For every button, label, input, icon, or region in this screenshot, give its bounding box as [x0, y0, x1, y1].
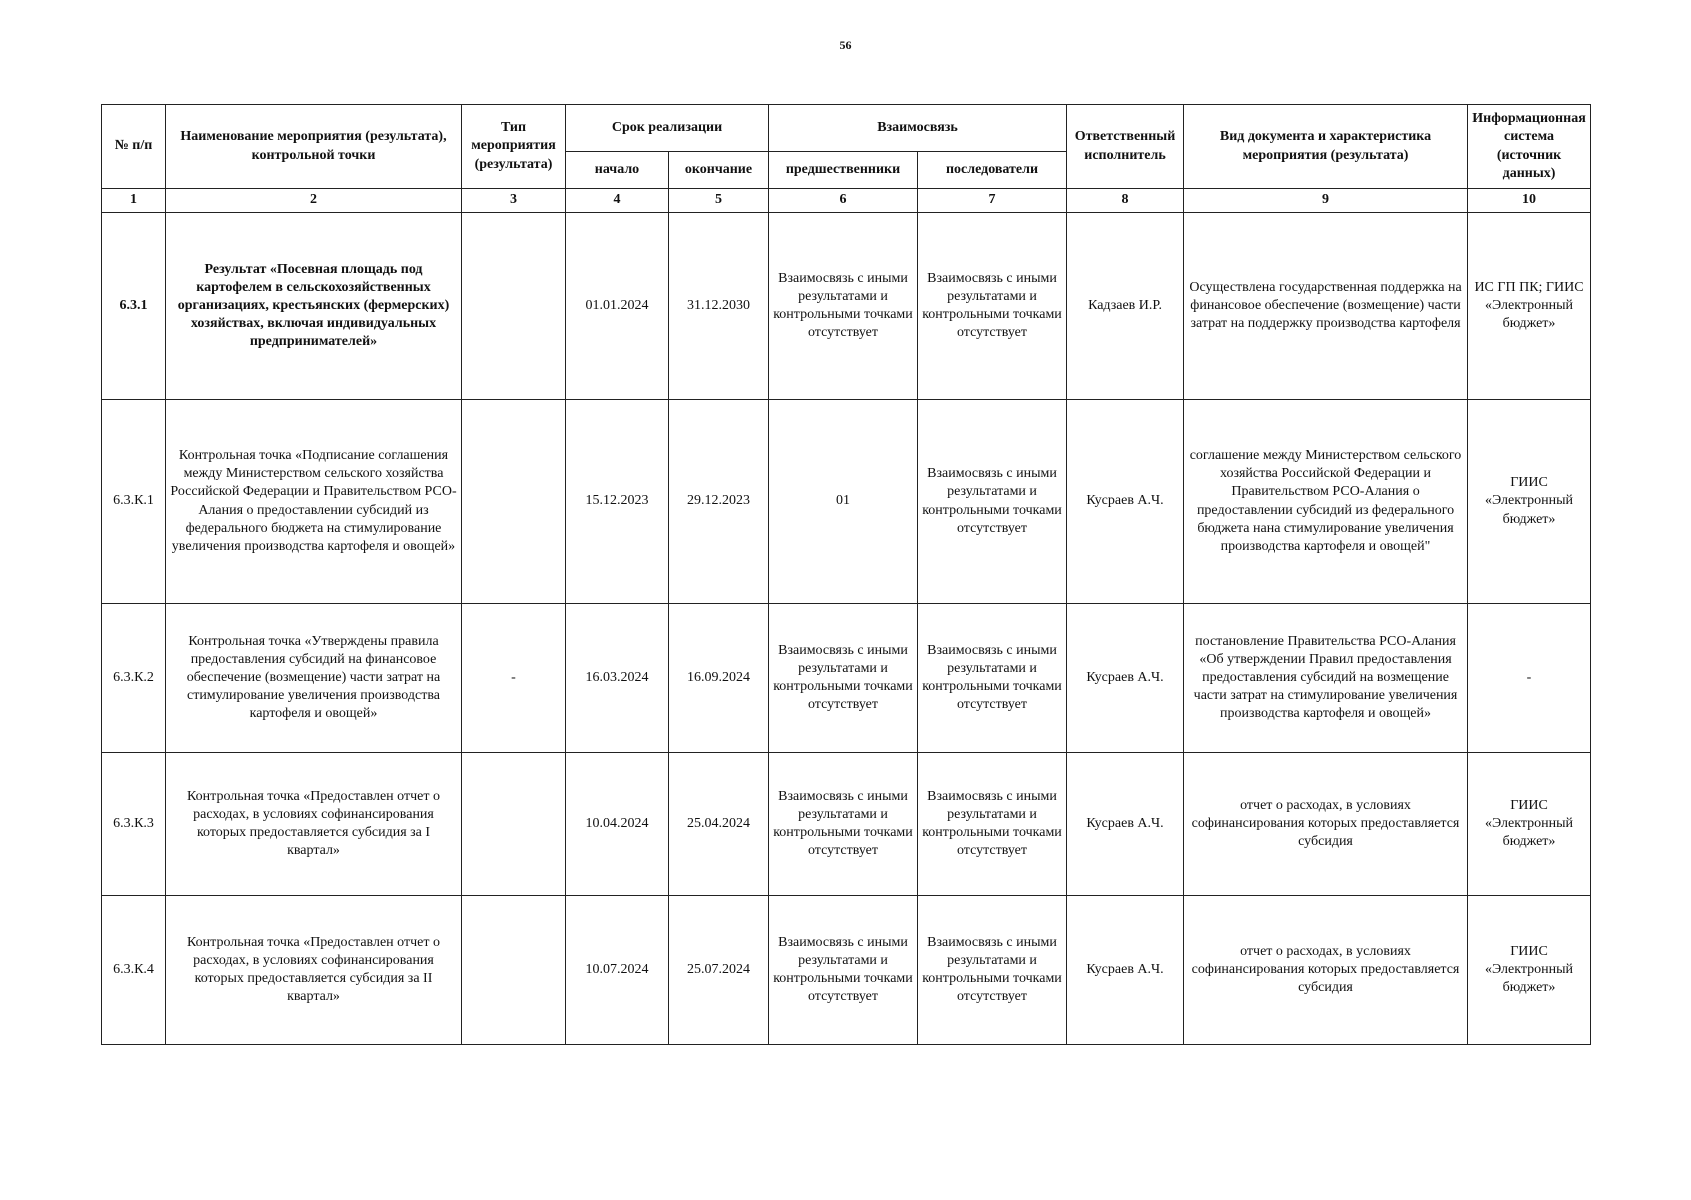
row-next: Взаимосвязь с иными результатами и контрольными точками отсутствует	[918, 753, 1067, 896]
row-doc: постановление Правительства РСО-Алания «Об утверждении Правил предоставления предоставления субсидий на возмещение части затрат на стимулирование увеличения производства картофеля и овощей»	[1184, 604, 1468, 753]
row-system: ГИИС «Электронный бюджет»	[1468, 896, 1591, 1045]
row-system: ГИИС «Электронный бюджет»	[1468, 400, 1591, 604]
header-rel-next: последователи	[918, 152, 1067, 189]
row-name: Контрольная точка «Предоставлен отчет о расходах, в условиях софинансирования которых предоставляется субсидия за I квартал»	[166, 753, 462, 896]
row-name: Контрольная точка «Подписание соглашения между Министерством сельского хозяйства Российской Федерации и Правительством РСО-Алания о предоставлении субсидий из федерального бюджета на стимулирование увеличения производства картофеля и овощей»	[166, 400, 462, 604]
header-rel-prev: предшественники	[769, 152, 918, 189]
header-num: № п/п	[102, 105, 166, 189]
row-system: ИС ГП ПК; ГИИС «Электронный бюджет»	[1468, 213, 1591, 400]
row-responsible: Кусраев А.Ч.	[1067, 400, 1184, 604]
row-prev: Взаимосвязь с иными результатами и контрольными точками отсутствует	[769, 753, 918, 896]
row-next: Взаимосвязь с иными результатами и контрольными точками отсутствует	[918, 896, 1067, 1045]
column-number: 10	[1468, 189, 1591, 213]
row-doc: Осуществлена государственная поддержка на финансовое обеспечение (возмещение) части затрат на поддержку производства картофеля	[1184, 213, 1468, 400]
row-type	[462, 753, 566, 896]
column-number: 6	[769, 189, 918, 213]
row-responsible: Кусраев А.Ч.	[1067, 896, 1184, 1045]
column-number: 3	[462, 189, 566, 213]
header-relation: Взаимосвязь	[769, 105, 1067, 152]
row-end: 25.07.2024	[669, 896, 769, 1045]
header-term-end: окончание	[669, 152, 769, 189]
row-end: 16.09.2024	[669, 604, 769, 753]
header-responsible: Ответственный исполнитель	[1067, 105, 1184, 189]
header-term-start: начало	[566, 152, 669, 189]
row-system: ГИИС «Электронный бюджет»	[1468, 753, 1591, 896]
row-name: Контрольная точка «Предоставлен отчет о расходах, в условиях софинансирования которых предоставляется субсидия за II квартал»	[166, 896, 462, 1045]
row-responsible: Кусраев А.Ч.	[1067, 604, 1184, 753]
row-num: 6.3.К.2	[102, 604, 166, 753]
row-doc: отчет о расходах, в условиях софинансирования которых предоставляется субсидия	[1184, 896, 1468, 1045]
table-row	[102, 753, 1591, 896]
column-number: 7	[918, 189, 1067, 213]
row-start: 01.01.2024	[566, 213, 669, 400]
column-number: 1	[102, 189, 166, 213]
row-prev: Взаимосвязь с иными результатами и контрольными точками отсутствует	[769, 213, 918, 400]
row-start: 10.07.2024	[566, 896, 669, 1045]
row-num: 6.3.К.4	[102, 896, 166, 1045]
row-num: 6.3.К.1	[102, 400, 166, 604]
row-end: 29.12.2023	[669, 400, 769, 604]
row-prev: 01	[769, 400, 918, 604]
row-next: Взаимосвязь с иными результатами и контрольными точками отсутствует	[918, 213, 1067, 400]
column-number: 8	[1067, 189, 1184, 213]
activities-table	[101, 104, 1591, 1045]
header-system: Информационная система (источник данных)	[1468, 105, 1591, 189]
row-name: Результат «Посевная площадь под картофелем в сельскохозяйственных организациях, крестьянских (фермерских) хозяйствах, включая индивидуальных предпринимателей»	[166, 213, 462, 400]
table-row	[102, 604, 1591, 753]
row-system: -	[1468, 604, 1591, 753]
row-doc: отчет о расходах, в условиях софинансирования которых предоставляется субсидия	[1184, 753, 1468, 896]
row-next: Взаимосвязь с иными результатами и контрольными точками отсутствует	[918, 400, 1067, 604]
row-type	[462, 400, 566, 604]
column-number: 9	[1184, 189, 1468, 213]
row-start: 16.03.2024	[566, 604, 669, 753]
header-term: Срок реализации	[566, 105, 769, 152]
row-type	[462, 213, 566, 400]
table-row	[102, 400, 1591, 604]
row-name: Контрольная точка «Утверждены правила предоставления субсидий на финансовое обеспечение (возмещение) части затрат на стимулирование увеличения производства картофеля и овощей»	[166, 604, 462, 753]
row-prev: Взаимосвязь с иными результатами и контрольными точками отсутствует	[769, 896, 918, 1045]
column-number: 5	[669, 189, 769, 213]
row-prev: Взаимосвязь с иными результатами и контрольными точками отсутствует	[769, 604, 918, 753]
header-type: Тип мероприятия (результата)	[462, 105, 566, 189]
row-end: 25.04.2024	[669, 753, 769, 896]
row-start: 10.04.2024	[566, 753, 669, 896]
row-type	[462, 896, 566, 1045]
row-next: Взаимосвязь с иными результатами и контрольными точками отсутствует	[918, 604, 1067, 753]
row-responsible: Кусраев А.Ч.	[1067, 753, 1184, 896]
row-doc: соглашение между Министерством сельского хозяйства Российской Федерации и Правительством РСО-Алания о предоставлении субсидий из федерального бюджета нана стимулирование увеличения производства картофеля и овощей"	[1184, 400, 1468, 604]
page-number: 56	[839, 38, 852, 52]
table-row	[102, 896, 1591, 1045]
table-row	[102, 213, 1591, 400]
row-type: -	[462, 604, 566, 753]
row-num: 6.3.1	[102, 213, 166, 400]
row-num: 6.3.К.3	[102, 753, 166, 896]
row-start: 15.12.2023	[566, 400, 669, 604]
row-end: 31.12.2030	[669, 213, 769, 400]
column-number: 2	[166, 189, 462, 213]
column-number: 4	[566, 189, 669, 213]
row-responsible: Кадзаев И.Р.	[1067, 213, 1184, 400]
header-name: Наименование мероприятия (результата), контрольной точки	[166, 105, 462, 189]
header-doc: Вид документа и характеристика мероприятия (результата)	[1184, 105, 1468, 189]
